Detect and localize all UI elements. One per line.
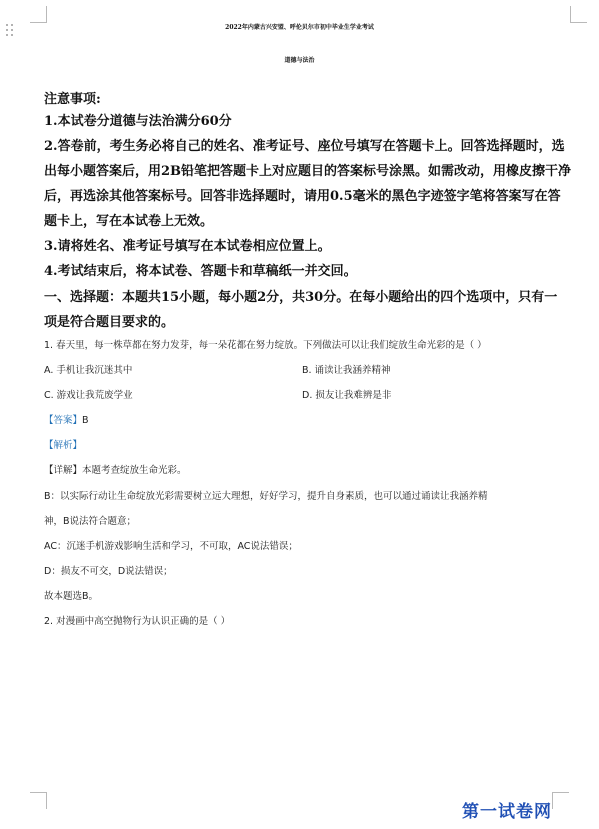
section-heading-cont: 项是符合题目要求的。 bbox=[44, 315, 175, 330]
notice-line: 4.考试结束后，将本试卷、答题卡和草稿纸一并交回。 bbox=[44, 264, 357, 279]
option-d: D. 损友让我难辨是非 bbox=[302, 390, 392, 401]
site-watermark: 第一试卷网 bbox=[462, 802, 552, 822]
option-a: A. 手机让我沉迷其中 bbox=[44, 365, 133, 376]
detail-line bbox=[44, 462, 187, 476]
notice-line: 3.请将姓名、准考证号填写在本试卷相应位置上。 bbox=[44, 239, 331, 254]
detail-tag: 【详解】 bbox=[44, 465, 83, 476]
crop-mark-bottom-left bbox=[30, 792, 47, 809]
explain-line: 神，B说法符合题意； bbox=[44, 516, 137, 527]
notice-line: 题卡上，写在本试卷上无效。 bbox=[44, 214, 214, 229]
notice-line: 1.本试卷分道德与法治满分60分 bbox=[44, 114, 232, 129]
crop-mark-top-right bbox=[570, 6, 587, 23]
detail-text: 本题考查绽放生命光彩。 bbox=[82, 465, 187, 476]
question-2-stem: 2. 对漫画中高空抛物行为认识正确的是（ ） bbox=[44, 616, 231, 627]
explain-line: B：以实际行动让生命绽放光彩需要树立远大理想，好好学习，提升自身素质，也可以通过诵读让我涵养精 bbox=[44, 491, 488, 502]
answer-value: B bbox=[82, 415, 89, 426]
subject-title: 道德与法治 bbox=[284, 57, 315, 64]
analysis-tag: 【解析】 bbox=[44, 440, 83, 451]
crop-mark-bottom-right bbox=[552, 792, 569, 809]
answer-line bbox=[44, 412, 89, 426]
explain-line: 故本题选B。 bbox=[44, 591, 99, 602]
explain-line: AC：沉迷手机游戏影响生活和学习，不可取，AC说法错误； bbox=[44, 541, 298, 552]
exam-title: 2022年内蒙古兴安盟、呼伦贝尔市初中毕业生学业考试 bbox=[225, 24, 374, 31]
question-1-stem: 1. 春天里，每一株草都在努力发芽，每一朵花都在努力绽放。下列做法可以让我们绽放生命光彩的是（ ） bbox=[44, 340, 487, 351]
notice-line: 2.答卷前，考生务必将自己的姓名、准考证号、座位号填写在答题卡上。回答选择题时，选 bbox=[44, 139, 565, 154]
notice-line: 出每小题答案后，用2B铅笔把答题卡上对应题目的答案标号涂黑。如需改动，用橡皮擦干净 bbox=[44, 164, 572, 179]
crop-mark-top-left bbox=[30, 6, 47, 23]
option-b: B. 诵读让我涵养精神 bbox=[302, 365, 391, 376]
notice-line: 后，再选涂其他答案标号。回答非选择题时，请用0.5毫米的黑色字迹签字笔将答案写在答 bbox=[44, 189, 561, 204]
notice-heading: 注意事项: bbox=[44, 92, 101, 107]
answer-tag: 【答案】 bbox=[44, 415, 83, 426]
explain-line: D：损友不可交，D说法错误； bbox=[44, 566, 173, 577]
section-heading: 一、选择题：本题共15小题，每小题2分，共30分。在每小题给出的四个选项中，只有一 bbox=[44, 290, 558, 305]
option-c: C. 游戏让我荒废学业 bbox=[44, 390, 133, 401]
